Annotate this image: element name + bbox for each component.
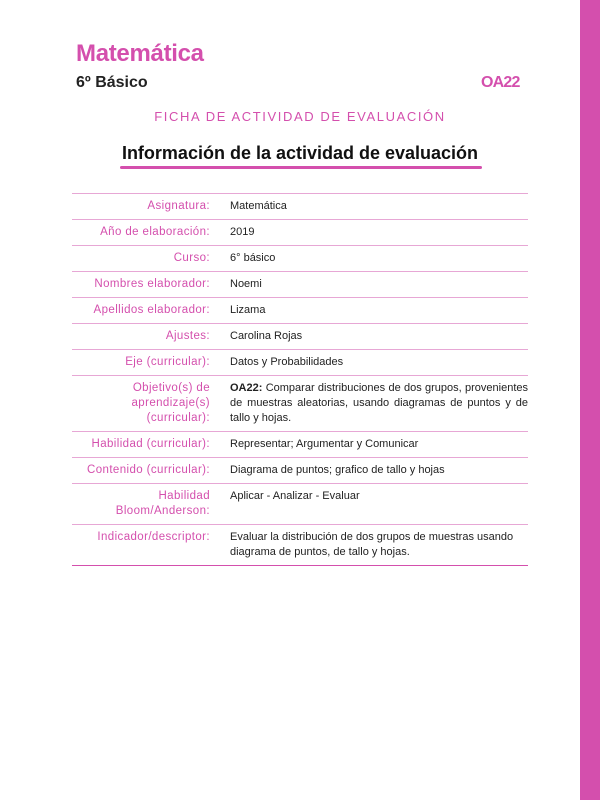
- row-value: Carolina Rojas: [230, 324, 528, 350]
- row-label: Indicador/descriptor:: [72, 525, 230, 566]
- activity-info-table: [72, 193, 528, 566]
- table-row: [72, 272, 528, 298]
- row-value: 2019: [230, 220, 528, 246]
- table-row: [72, 432, 528, 458]
- grade-label: 6º Básico: [76, 74, 148, 91]
- table-row: [72, 220, 528, 246]
- title-underline: [120, 166, 482, 169]
- objective-code: OA22: [481, 74, 520, 91]
- row-label: Curso:: [72, 246, 230, 272]
- table-row: [72, 484, 528, 525]
- row-value: Evaluar la distribución de dos grupos de muestras usando diagrama de puntos, de tallo y hojas.: [230, 525, 528, 566]
- objective-code-inline: OA22:: [230, 382, 263, 394]
- document-kicker: FICHA DE ACTIVIDAD DE EVALUACIÓN: [154, 109, 446, 124]
- row-value: Lizama: [230, 298, 528, 324]
- row-label: Contenido (curricular):: [72, 458, 230, 484]
- row-label: Eje (curricular):: [72, 350, 230, 376]
- row-label: Habilidad Bloom/Anderson:: [72, 484, 230, 525]
- table-row: [72, 246, 528, 272]
- row-value: [230, 376, 528, 432]
- row-label: Ajustes:: [72, 324, 230, 350]
- row-label: Apellidos elaborador:: [72, 298, 230, 324]
- row-value: Matemática: [230, 194, 528, 220]
- row-value: Aplicar - Analizar - Evaluar: [230, 484, 528, 525]
- table-row: [72, 194, 528, 220]
- row-label: Habilidad (curricular):: [72, 432, 230, 458]
- table-row: [72, 525, 528, 566]
- table-row: [72, 376, 528, 432]
- page-title: Información de la actividad de evaluación: [121, 143, 479, 163]
- row-label: Nombres elaborador:: [72, 272, 230, 298]
- table-row: [72, 324, 528, 350]
- row-value: 6° básico: [230, 246, 528, 272]
- table-row: [72, 298, 528, 324]
- row-value: Diagrama de puntos; grafico de tallo y hojas: [230, 458, 528, 484]
- row-value: Representar; Argumentar y Comunicar: [230, 432, 528, 458]
- row-label: Año de elaboración:: [72, 220, 230, 246]
- row-value: Datos y Probabilidades: [230, 350, 528, 376]
- row-value: Noemi: [230, 272, 528, 298]
- subject-title: Matemática: [76, 40, 204, 67]
- row-label: Asignatura:: [72, 194, 230, 220]
- row-label: Objetivo(s) de aprendizaje(s) (curricular):: [72, 376, 230, 432]
- table-row: [72, 350, 528, 376]
- table-row: [72, 458, 528, 484]
- objective-text: Comparar distribuciones de dos grupos, provenientes de muestras aleatorias, usando diagramas de puntos y de tallo y hojas.: [230, 382, 528, 424]
